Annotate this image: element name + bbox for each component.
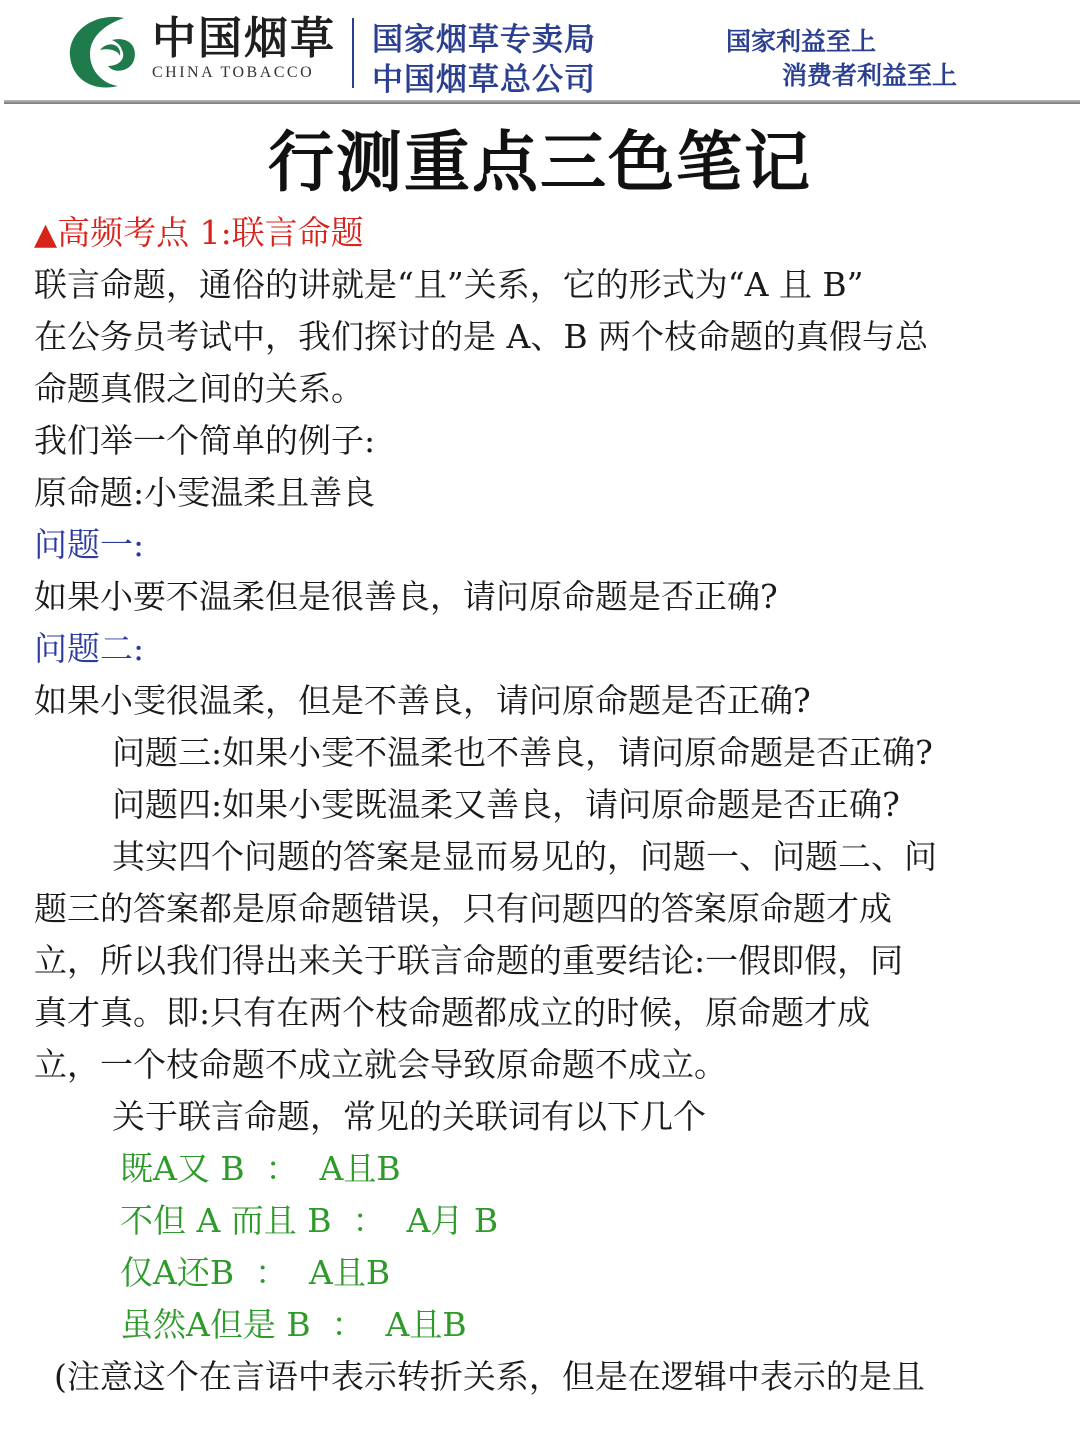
page-header (0, 0, 1080, 100)
question-three-text: 问题三:如果小雯不温柔也不善良，请问原命题是否正确? (112, 733, 933, 772)
china-tobacco-logo-icon (64, 10, 142, 92)
body-line: 原命题:小雯温柔且善良 (34, 473, 376, 512)
question-two-label: 问题二: (34, 629, 145, 668)
body-line: 我们举一个简单的例子: (34, 421, 376, 460)
org-name-line2: 中国烟草总公司 (372, 62, 596, 98)
question-one-label: 问题一: (34, 525, 145, 564)
brand-name-cn: 中国烟草 (152, 13, 336, 64)
conclusion-line: 立，一个枝命题不成立就会导致原命题不成立。 (34, 1045, 727, 1084)
slogan-line1: 国家利益至上 (726, 27, 877, 56)
slogan-line2: 消费者利益至上 (782, 61, 958, 90)
question-one-text: 如果小要不温柔但是很善良，请问原命题是否正确? (34, 577, 778, 616)
note-text: (注意这个在言语中表示转折关系，但是在逻辑中表示的是且 (54, 1357, 925, 1396)
conclusion-line: 题三的答案都是原命题错误，只有问题四的答案原命题才成 (34, 889, 892, 928)
brand-name-en: CHINA TOBACCO (152, 64, 315, 81)
connective-item: 既A又 B ： A且B (120, 1149, 401, 1188)
body-line: 命题真假之间的关系。 (34, 369, 364, 408)
page-title: 行测重点三色笔记 (268, 123, 812, 201)
question-four-text: 问题四:如果小雯既温柔又善良，请问原命题是否正确? (112, 785, 900, 824)
connective-item: 仅A还B ： A且B (120, 1253, 391, 1292)
header-rule (4, 100, 1080, 104)
triangle-marker-icon: ▲ (34, 217, 58, 252)
conclusion-line: 其实四个问题的答案是显而易见的，问题一、问题二、问 (112, 837, 937, 876)
connective-item: 虽然A但是 B ： A且B (120, 1305, 467, 1344)
body-line: 在公务员考试中，我们探讨的是 A、B 两个枝命题的真假与总 (34, 317, 929, 356)
connectives-intro: 关于联言命题，常见的关联词有以下几个 (112, 1097, 706, 1136)
section-heading (34, 207, 1054, 259)
org-name-line1: 国家烟草专卖局 (372, 22, 596, 58)
connective-item: 不但 A 而且 B ： A月 B (120, 1201, 499, 1240)
body-line: 联言命题，通俗的讲就是“且”关系，它的形式为“A 且 B” (34, 265, 864, 304)
conclusion-line: 立，所以我们得出来关于联言命题的重要结论:一假即假，同 (34, 941, 904, 980)
section-heading-text: 高频考点 1:联言命题 (57, 213, 364, 252)
question-two-text: 如果小雯很温柔，但是不善良，请问原命题是否正确? (34, 681, 811, 720)
notes-content (34, 207, 1054, 1403)
header-divider (352, 18, 354, 88)
conclusion-line: 真才真。即:只有在两个枝命题都成立的时候，原命题才成 (34, 993, 871, 1032)
